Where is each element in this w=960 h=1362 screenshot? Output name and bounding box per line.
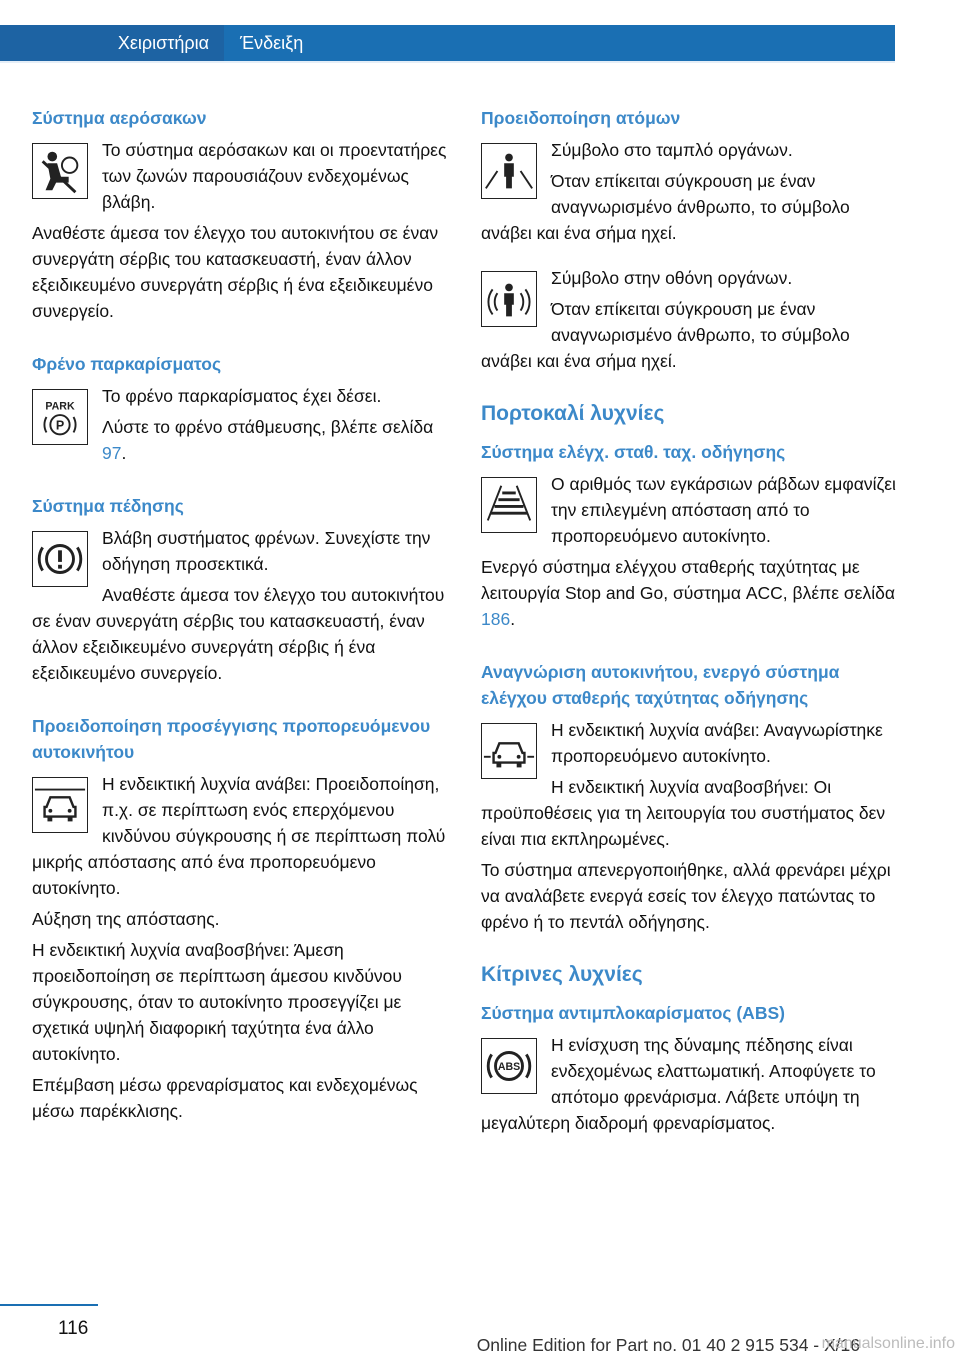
- parking-text-2: [32, 414, 452, 466]
- cruise-block: [481, 471, 901, 632]
- airbag-block: [32, 137, 452, 324]
- cruise-page-link[interactable]: 186: [481, 609, 511, 629]
- person-block-b: [481, 265, 901, 374]
- abs-icon: [481, 1038, 537, 1094]
- tab-display-label: Ένδειξη: [240, 33, 304, 53]
- cruise-heading: Σύστημα ελέγχ. σταθ. ταχ. οδήγησης: [481, 442, 786, 462]
- approach-heading: Προειδοποίηση προσέγγισης προπορευόμενου αυτοκινήτου: [32, 716, 431, 762]
- brake-warning-icon: [32, 531, 88, 587]
- pedestrian-icon: [481, 143, 537, 199]
- orange-lights-heading: Πορτοκαλί λυχνίες: [481, 402, 665, 425]
- vehicle-text-1: Η ενδεικτική λυχνία ανάβει: Αναγνωρίστηκε προπορευόμενο αυτοκίνητο.: [551, 720, 883, 766]
- right-column: [481, 105, 901, 1141]
- car-ahead-icon: [32, 777, 88, 833]
- svg-text:P: P: [55, 418, 65, 433]
- cruise-text-2a: Ενεργό σύστημα ελέγχου σταθερής ταχύτητας με λειτουργία Stop and Go, σύστημα ACC, βλέπε σελίδα: [481, 557, 895, 603]
- page-number: 116: [58, 1318, 89, 1339]
- parking-icon-text: PARK: [45, 400, 75, 413]
- person-heading: Προειδοποίηση ατόμων: [481, 108, 681, 128]
- abs-heading: Σύστημα αντιμπλοκαρίσματος (ABS): [481, 1003, 785, 1023]
- pedestrian-alert-icon: [481, 271, 537, 327]
- tab-controls-label: Χειριστήρια: [117, 33, 209, 53]
- page-number-rule: [0, 1304, 98, 1306]
- approach-block: [32, 771, 452, 1124]
- parking-text-2a: Λύστε το φρένο στάθμευσης, βλέπε σελίδα: [102, 417, 434, 437]
- yellow-lights-heading: Κίτρινες λυχνίες: [481, 963, 643, 986]
- vehicle-detected-icon: [481, 723, 537, 779]
- person-block-a: [481, 137, 901, 246]
- cruise-text-1: Ο αριθμός των εγκάρσιων ράβδων εμφανίζει την επιλεγμένη απόσταση από το προπορευόμενο αυτοκίνητο.: [551, 474, 896, 546]
- parking-text-1: Το φρένο παρκαρίσματος έχει δέσει.: [102, 386, 382, 406]
- watermark: manualsonline.info: [821, 1335, 955, 1352]
- parking-brake-icon: [32, 389, 88, 445]
- brake-block: [32, 525, 452, 686]
- parking-text-2b: .: [121, 443, 127, 463]
- parking-page-link[interactable]: 97: [102, 443, 122, 463]
- parking-block: [32, 383, 452, 471]
- airbag-heading: Σύστημα αερόσακων: [32, 108, 207, 128]
- parking-heading: Φρένο παρκαρίσματος: [32, 354, 222, 374]
- abs-text-1: Η ενίσχυση της δύναμης πέδησης είναι ενδεχομένως ελαττωματική. Αποφύγετε το απότομο φρενάρισμα. Λάβετε υπόψη τη μεγαλύτερη διαδρομή φρεναρίσματος.: [481, 1035, 876, 1133]
- abs-icon-text: ABS: [497, 1060, 521, 1073]
- left-column: [32, 105, 452, 1129]
- vehicle-heading: Αναγνώριση αυτοκινήτου, ενεργό σύστημα ελέγχου σταθερής ταχύτητας οδήγησης: [481, 662, 840, 708]
- tab-controls[interactable]: [0, 25, 224, 61]
- brake-heading: Σύστημα πέδησης: [32, 496, 184, 516]
- brake-text-2: Αναθέστε άμεσα τον έλεγχο του αυτοκινήτου σε έναν συνεργάτη σέρβις του κατασκευαστή, έναν άλλον εξειδικευμένο συνεργάτη σέρβις ή ένα εξειδικευμένο συνεργείο.: [32, 585, 445, 683]
- distance-bars-icon: [481, 477, 537, 533]
- approach-text-1: Η ενδεικτική λυχνία ανάβει: Προειδοποίηση, π.χ. σε περίπτωση ενός επερχόμενου κινδύνου σύγκρουσης ή σε περίπτωση πολύ μικρής απόστασης από ένα προπορευόμενο αυτοκίνητο.: [32, 774, 446, 898]
- airbag-icon: [32, 143, 88, 199]
- cruise-text-2b: .: [510, 609, 516, 629]
- person-text-b1: Σύμβολο στην οθόνη οργάνων.: [551, 268, 793, 288]
- airbag-text-1: Το σύστημα αερόσακων και οι προεντατήρες των ζωνών παρουσιάζουν ενδεχομένως βλάβη.: [102, 140, 447, 212]
- tab-display[interactable]: [224, 25, 303, 61]
- brake-text-1: Βλάβη συστήματος φρένων. Συνεχίστε την οδήγηση προσεκτικά.: [102, 528, 431, 574]
- cruise-text-2: [481, 554, 901, 632]
- abs-block: [481, 1032, 901, 1136]
- approach-text-4: Επέμβαση μέσω φρεναρίσματος και ενδεχομένως μέσω παρέκκλισης.: [32, 1075, 418, 1121]
- vehicle-text-3: Το σύστημα απενεργοποιήθηκε, αλλά φρενάρει μέχρι να αναλάβετε ενεργά εσείς τον έλεγχο πατώντας το φρένο ή το πεντάλ οδήγησης.: [481, 860, 891, 932]
- approach-text-2: Αύξηση της απόστασης.: [32, 909, 220, 929]
- vehicle-text-2: Η ενδεικτική λυχνία αναβοσβήνει: Οι προϋποθέσεις για τη λειτουργία του συστήματος δεν είναι πια εκπληρωμένες.: [481, 777, 886, 849]
- vehicle-block: [481, 717, 901, 935]
- airbag-text-2: Αναθέστε άμεσα τον έλεγχο του αυτοκινήτου σε έναν συνεργάτη σέρβις του κατασκευαστή, έναν άλλον εξειδικευμένο συνεργάτη σέρβις ή ένα εξειδικευμένο συνεργείο.: [32, 223, 439, 321]
- person-text-b2: Όταν επίκειται σύγκρουση με έναν αναγνωρισμένο άνθρωπο, το σύμβολο ανάβει και ένα σήμα ηχεί.: [481, 299, 850, 371]
- approach-text-3: Η ενδεικτική λυχνία αναβοσβήνει: Άμεση προειδοποίηση σε περίπτωση άμεσου κινδύνου σύγκρουσης, όταν το αυτοκίνητο προσεγγίζει με σχετικά υψηλή διαφορική ταχύτητα ένα άλλο αυτοκίνητο.: [32, 940, 402, 1064]
- edition-footer: Online Edition for Part no. 01 40 2 915 534 - X/16: [476, 1335, 860, 1355]
- person-text-a1: Σύμβολο στο ταμπλό οργάνων.: [551, 140, 793, 160]
- person-text-a2: Όταν επίκειται σύγκρουση με έναν αναγνωρισμένο άνθρωπο, το σύμβολο ανάβει και ένα σήμα ηχεί.: [481, 171, 850, 243]
